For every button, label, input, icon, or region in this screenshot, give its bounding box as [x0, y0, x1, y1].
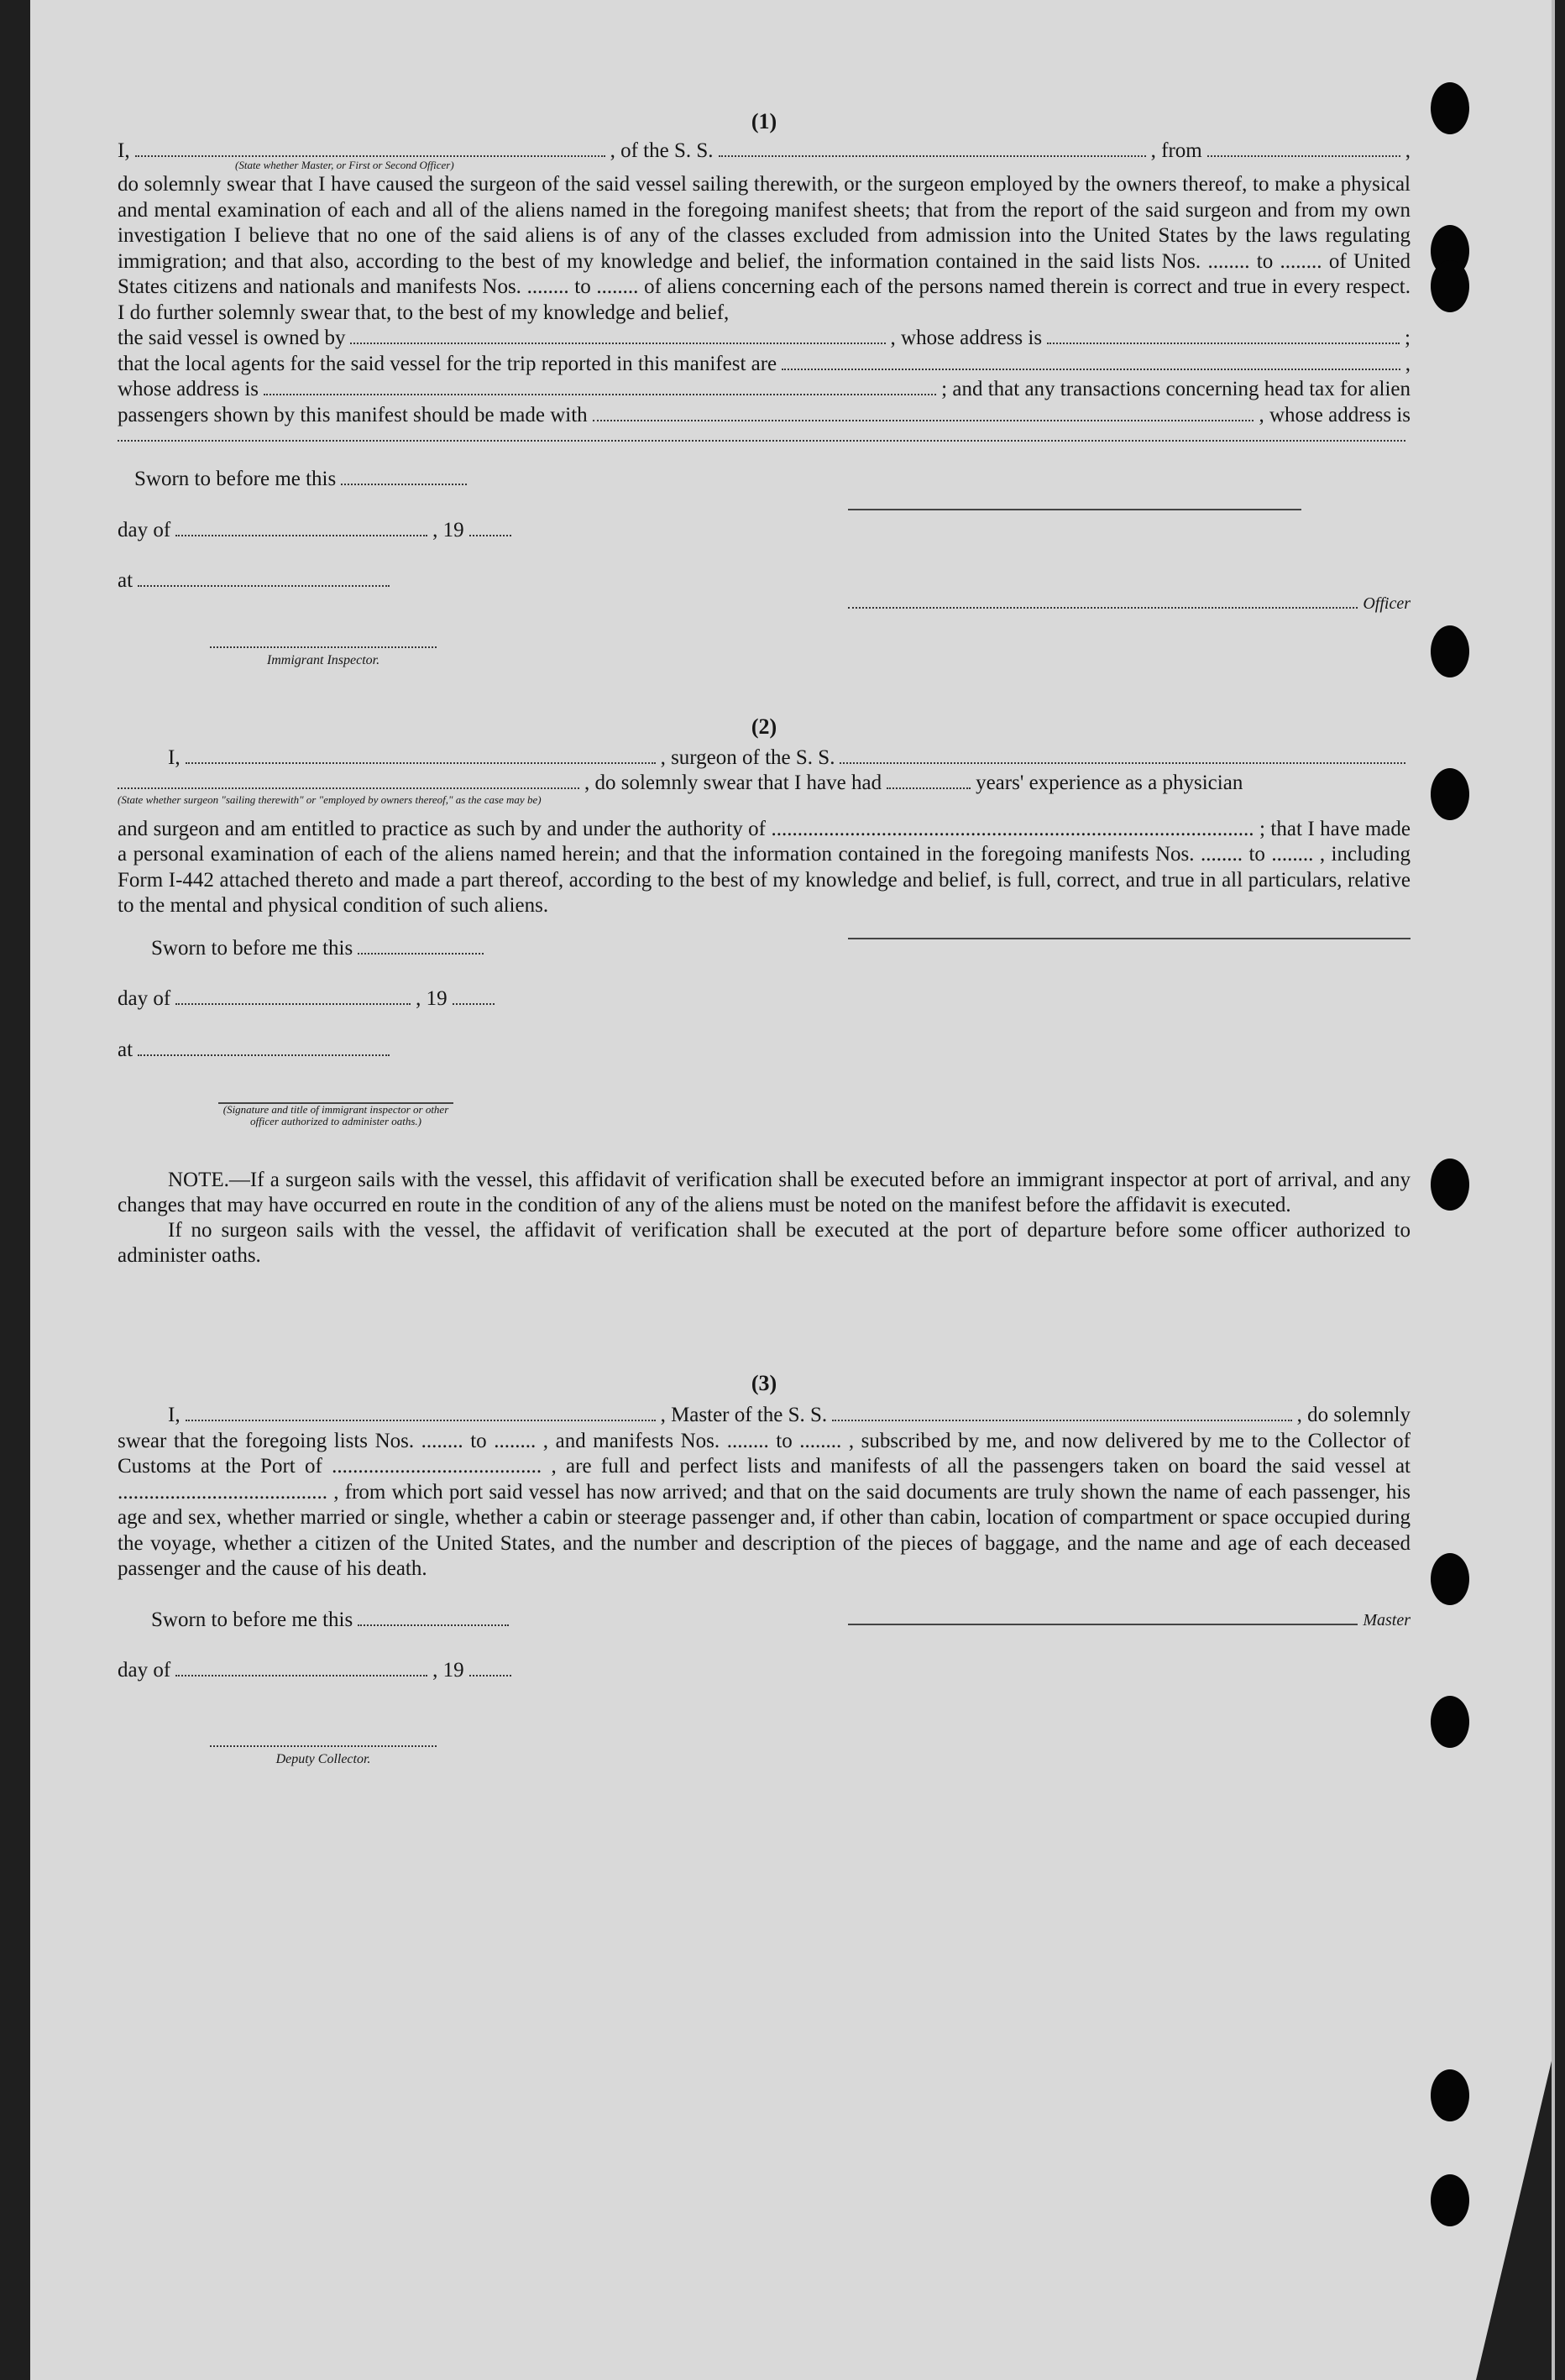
note-paragraph-2: If no surgeon sails with the vessel, the affidavit of verification shall be executed at the port of departure before some officer authorized to administer oaths.	[118, 1218, 1411, 1267]
section-1-paragraph: do solemnly swear that I have caused the surgeon of the said vessel sailing therewith, or the surgeon employed by the owners thereof, to make a physical and mental examination of each and all of the aliens named in the foregoing manifest sheets; that from the report of the said surgeon and from my own investigation I believe that no one of the said aliens is of any of the classes excluded from admission into the United States by the laws regulating immigration; and that also, according to the best of my knowledge and belief, the information contained in the said lists Nos. ........ to ........ of United States citizens and nationals and manifests Nos. ........ to ........ of aliens concerning each of the persons named therein is correct and true in every respect. I do further solemnly swear that, to the best of my knowledge and belief,	[118, 173, 1411, 324]
agents-address-line: whose address is ; and that any transactions concerning head tax for alien	[118, 378, 1411, 400]
section-1-number: (1)	[751, 109, 777, 133]
section-1-sworn-block: Sworn to before me this day of , 19 at Immigrant Inspector. Officer	[118, 468, 1411, 667]
section-2-number: (2)	[751, 714, 777, 739]
punch-hole	[1431, 2174, 1469, 2226]
note-paragraph-1: NOTE.—If a surgeon sails with the vessel, this affidavit of verification shall be executed before an immigrant inspector at port of arrival, and any changes that may have occurred en route in the condition of any of the aliens must be noted on the manifest before the affidavit is executed.	[118, 1168, 1411, 1216]
surgeon-status-field	[118, 776, 579, 789]
section-3-number: (3)	[751, 1370, 777, 1395]
owned-line: the said vessel is owned by , whose address is ;	[118, 327, 1411, 349]
affidavit-content	[118, 109, 1411, 1776]
surgeon-signature-line	[848, 938, 1411, 939]
surgeon-name-field	[186, 751, 656, 764]
sworn-year-field-2	[453, 991, 495, 1005]
section-1-line-1: I, , of the S. S. , from ,	[118, 139, 1411, 162]
officer-signature-field	[848, 595, 1358, 609]
sworn-month-field-2	[175, 991, 411, 1005]
sworn-year-field-3	[469, 1663, 511, 1676]
surgeon-vessel-field	[840, 751, 1405, 764]
torn-corner	[1476, 2061, 1552, 2380]
sworn-month-field-3	[175, 1663, 427, 1676]
punch-hole	[1431, 225, 1469, 277]
deputy-signature-field	[210, 1734, 437, 1747]
punch-hole	[1431, 260, 1469, 312]
head-tax-field	[593, 408, 1254, 421]
section-2-sworn-block: Sworn to before me this day of , 19 at (Signature and title of immigrant inspector or other officer authorized to administer oaths.)	[118, 936, 1411, 1163]
section-2-caption: (State whether surgeon "sailing therewith" or "employed by owners thereof," as the case may be)	[118, 792, 542, 806]
agents-address-field	[264, 382, 936, 395]
sworn-year-field	[469, 523, 511, 536]
officer-name-field	[135, 144, 605, 157]
owner-field	[350, 331, 885, 344]
punch-hole	[1431, 1696, 1469, 1748]
section-2-line-2: , do solemnly swear that I have had years' experience as a physician	[118, 771, 1411, 797]
sworn-place-field	[138, 573, 390, 587]
head-tax-address-field	[118, 428, 1405, 442]
sworn-day-field-3	[358, 1613, 509, 1626]
punch-hole	[1431, 625, 1469, 677]
section-3-paragraph: swear that the foregoing lists Nos. ........ to ........ , and manifests Nos. ........ to ........ , subscribed by me, and now delivered by me to the Collector of Customs at the Port of ........................................ , are full and perfect lists and manifests of all the passengers taken on board the said vessel at ........................................ , from which port said vessel has now arrived; and that on the said documents are truly shown the name of each passenger, his age and sex, whether married or single, whether a cabin or steerage passenger and, if other than cabin, location of compartment or space occupied during the voyage, whether a citizen of the United States, and the number and description of the pieces of baggage, and the name and age of each deceased passenger and the cause of his death.	[118, 1429, 1411, 1580]
master-signature-line-1	[848, 509, 1301, 510]
master-name-field	[186, 1408, 656, 1421]
master-vessel-field	[832, 1408, 1291, 1421]
section-2-line-1: I, , surgeon of the S. S.	[118, 745, 1411, 772]
sworn-day-field-2	[358, 941, 484, 955]
sworn-month-field	[175, 523, 427, 536]
punch-hole	[1431, 1553, 1469, 1605]
punch-hole	[1431, 768, 1469, 820]
master-signature-line	[848, 1624, 1358, 1625]
manifest-page	[30, 0, 1555, 2380]
years-experience-field	[887, 776, 971, 789]
section-2-paragraph: and surgeon and am entitled to practice as such by and under the authority of ............................................................................................ ; that I have made a personal examination of each of the aliens named herein; and that the information contained in the foregoing manifests Nos. ........ to ........ , including Form I-442 attached thereto and made a part thereof, according to the best of my knowledge and belief, is full, correct, and true in all particulars, relative to the mental and physical condition of such aliens.	[118, 817, 1411, 917]
section-3-line-1: I, , Master of the S. S. , do solemnly	[168, 1404, 1411, 1426]
section-1-caption: (State whether Master, or First or Second Officer)	[235, 159, 454, 171]
passengers-line: passengers shown by this manifest should be made with , whose address is	[118, 403, 1411, 426]
sworn-place-field-2	[138, 1043, 390, 1056]
punch-hole	[1431, 2069, 1469, 2121]
agents-field	[782, 357, 1400, 370]
passengers-address-line	[118, 428, 1411, 442]
owner-address-field	[1047, 331, 1400, 344]
agents-line: that the local agents for the said vessel for the trip reported in this manifest are ,	[118, 352, 1411, 375]
vessel-name-field	[719, 144, 1146, 157]
punch-hole	[1431, 82, 1469, 134]
inspector-signature-field	[210, 635, 437, 648]
from-port-field	[1207, 144, 1400, 157]
punch-hole	[1431, 1159, 1469, 1211]
sworn-day-field	[341, 472, 467, 485]
section-3-sworn-block: Sworn to before me this day of , 19 Deputy Collector. Master	[118, 1608, 1411, 1766]
